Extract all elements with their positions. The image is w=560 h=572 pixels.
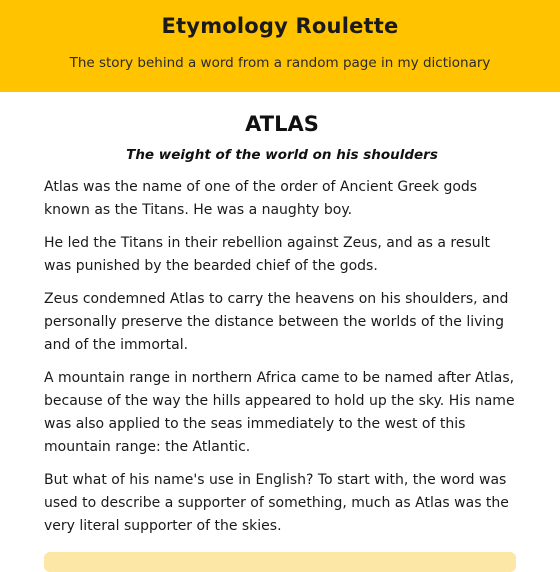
article-paragraph: Zeus condemned Atlas to carry the heavens on his shoulders, and personally preserve the distance between the worlds of the living and of the immortal. <box>44 291 509 353</box>
word-tagline: The weight of the world on his shoulders <box>126 147 438 163</box>
site-subtitle: The story behind a word from a random page in my dictionary <box>69 55 491 71</box>
article-paragraph: He led the Titans in their rebellion against Zeus, and as a result was punished by the bearded chief of the gods. <box>44 235 491 274</box>
callout-box <box>44 552 516 572</box>
article-paragraph: But what of his name's use in English? To start with, the word was used to describe a supporter of something, much as Atlas was the very literal supporter of the skies. <box>44 472 509 534</box>
site-header <box>0 0 560 92</box>
word-title: ATLAS <box>245 112 319 136</box>
article-paragraph: A mountain range in northern Africa came to be named after Atlas, because of the way the hills appeared to hold up the sky. His name was also applied to the seas immediately to the west of this mountain range: the Atlantic. <box>44 370 515 455</box>
site-title: Etymology Roulette <box>161 14 399 38</box>
article-paragraph: Atlas was the name of one of the order of Ancient Greek gods known as the Titans. He was a naughty boy. <box>44 179 478 218</box>
article <box>44 92 520 538</box>
